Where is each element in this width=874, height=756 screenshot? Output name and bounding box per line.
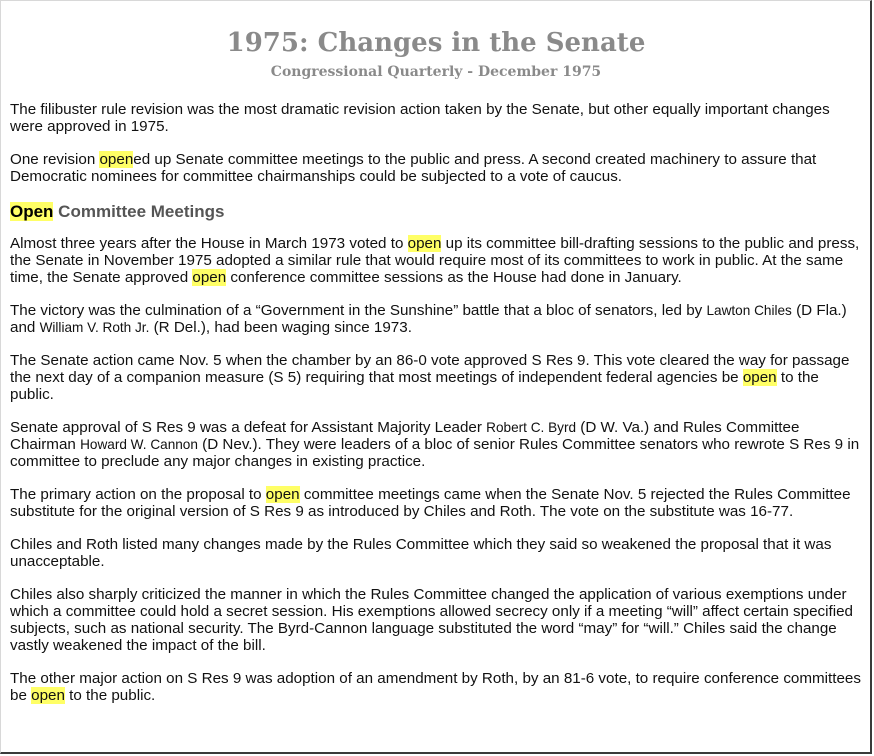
text-run: The other major action on S Res 9 was adoption of an amendment by Roth, by an 81-6 vote, to require conference committees be <box>10 670 861 704</box>
paragraph-2 <box>10 151 862 185</box>
text-run: (D Nev.). They were leaders of a bloc of senior Rules Committee senators who rewrote S Res 9 in committee to preclude any major changes in existing practice. <box>10 436 860 470</box>
text-run: conference committee sessions as the House had done in January. <box>226 269 682 286</box>
text-run: The Senate action came Nov. 5 when the chamber by an 86-0 vote approved S Res 9. This vote cleared the way for passage the next day of a companion measure (S 5) requiring that most meetings of independent federal agencies be <box>10 352 850 386</box>
search-highlight: open <box>407 235 442 252</box>
text-run: Almost three years after the House in March 1973 voted to <box>10 235 408 252</box>
paragraph-7 <box>10 486 862 520</box>
search-highlight: open <box>192 269 227 286</box>
text-run: The victory was the culmination of a “Government in the Sunshine” battle that a bloc of senators, led by <box>10 302 707 319</box>
paragraph-8: Chiles and Roth listed many changes made by the Rules Committee which they said so weakened the proposal that it was unacceptable. <box>10 536 832 570</box>
text-run: One revision <box>10 151 100 168</box>
paragraph-4 <box>10 302 862 336</box>
text-run: up its committee bill-drafting sessions to the public and press, the Senate in November 1975 adopted a similar rule that would require most of its committees to work in public. At the same time, the Senate approved <box>10 235 860 286</box>
text-run: committee meetings came when the Senate Nov. 5 rejected the Rules Committee substitute for the original version of S Res 9 as introduced by Chiles and Roth. The vote on the substitute was 16-77. <box>10 486 851 520</box>
paragraph-10 <box>10 670 862 704</box>
text-run: (D W. Va.) and Rules Committee Chairman <box>10 419 800 453</box>
search-highlight: open <box>31 687 65 704</box>
search-highlight: open <box>99 151 134 168</box>
text-run: ed up Senate committee meetings to the public and press. A second created machinery to assure that Democratic nominees for committee chairmanships could be subjected to a vote of caucus. <box>10 151 817 185</box>
paragraph-5 <box>10 352 862 403</box>
article <box>10 0 862 704</box>
person-name: William V. Roth Jr. <box>39 320 150 335</box>
section-heading <box>10 201 862 223</box>
search-highlight: open <box>265 486 300 503</box>
person-name: Lawton Chiles <box>706 303 792 318</box>
search-highlight: open <box>742 369 777 386</box>
paragraph-6 <box>10 419 862 470</box>
text-run: The primary action on the proposal to <box>10 486 266 503</box>
text-run: (R Del.), had been waging since 1973. <box>149 319 412 336</box>
page-title: 1975: Changes in the Senate <box>226 28 646 58</box>
person-name: Howard W. Cannon <box>80 437 198 452</box>
section-heading-text: Committee Meetings <box>53 202 225 221</box>
paragraph-9: Chiles also sharply criticized the manner in which the Rules Committee changed the application of various exemptions under which a committee could hold a secret session. His exemptions allowed secrecy only if a meeting “will” affect certain specified subjects, such as national security. The Byrd-Cannon language substituted the word “may” for “will.” Chiles said the change vastly weakened the impact of the bill. <box>10 586 854 654</box>
search-highlight: Open <box>10 202 54 221</box>
paragraph-3 <box>10 235 862 286</box>
text-run: to the public. <box>10 369 819 403</box>
text-run: (D Fla.) and <box>10 302 847 336</box>
text-run: Senate approval of S Res 9 was a defeat for Assistant Majority Leader <box>10 419 487 436</box>
paragraph-1: The filibuster rule revision was the most dramatic revision action taken by the Senate, but other equally important changes were approved in 1975. <box>10 101 830 135</box>
page-subtitle: Congressional Quarterly - December 1975 <box>270 64 602 80</box>
text-run: to the public. <box>64 687 156 704</box>
person-name: Robert C. Byrd <box>486 420 577 435</box>
